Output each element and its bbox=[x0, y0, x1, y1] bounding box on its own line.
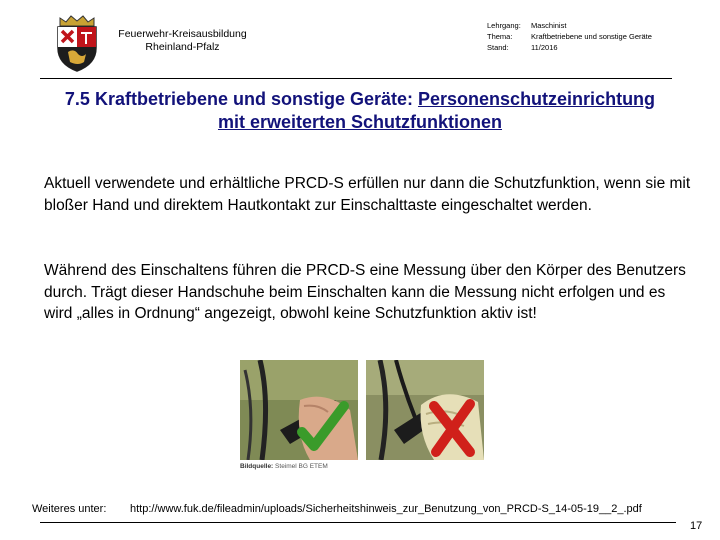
meta-key: Lehrgang: bbox=[487, 21, 521, 30]
footer-divider bbox=[40, 522, 676, 523]
paragraph-prcd-measurement: Während des Einschaltens führen die PRCD-S eine Messung über den Körper des Benutzers durch. Trägt dieser Handschuhe beim Einschalten kann die Messung nicht erfolgen und es wird „alles in Ordnung“ angezeigt, obwohl keine Schutzfunktion aktiv ist! bbox=[44, 262, 686, 322]
more-info-link[interactable]: http://www.fuk.de/fileadmin/uploads/Sicherheitshinweis_zur_Benutzung_von_PRCD-S_14-05-19__2_.pdf bbox=[130, 503, 642, 515]
slide-title bbox=[20, 88, 700, 134]
photo-gloved-hand-wrong bbox=[366, 360, 484, 460]
org-line-2: Rheinland-Pfalz bbox=[145, 41, 220, 53]
meta-value: Maschinist bbox=[531, 21, 567, 30]
paragraph-prcd-requirement: Aktuell verwendete und erhältliche PRCD-S erfüllen nur dann die Schutzfunktion, wenn sie mit bloßer Hand und direktem Hautkontakt zur Einschalttaste eingeschaltet werden. bbox=[44, 175, 691, 214]
meta-row-date bbox=[487, 42, 652, 53]
title-underlined-part-1: Personenschutzeinrichtung bbox=[418, 89, 656, 109]
meta-value: Kraftbetriebene und sonstige Geräte bbox=[531, 32, 652, 41]
meta-key: Stand: bbox=[487, 43, 509, 52]
more-info-label: Weiteres unter: bbox=[32, 503, 107, 515]
photo-bare-hand-correct bbox=[240, 360, 358, 460]
title-prefix: 7.5 Kraftbetriebene und sonstige Geräte: bbox=[64, 89, 419, 109]
credit-source: Steimel BG ETEM bbox=[275, 463, 328, 470]
title-underlined-part-2: mit erweiterten Schutzfunktionen bbox=[217, 112, 503, 132]
prcd-photo-comparison bbox=[240, 360, 484, 478]
rlp-coat-of-arms-logo bbox=[52, 14, 102, 72]
meta-row-topic bbox=[487, 31, 652, 42]
page-number: 17 bbox=[690, 520, 703, 532]
org-line-1: Feuerwehr-Kreisausbildung bbox=[118, 28, 247, 40]
organization-name bbox=[110, 28, 255, 54]
course-meta-block bbox=[487, 20, 652, 53]
meta-value: 11/2016 bbox=[531, 43, 558, 52]
image-credit bbox=[240, 463, 328, 470]
credit-label: Bildquelle: bbox=[240, 463, 274, 470]
meta-row-course bbox=[487, 20, 652, 31]
header-divider bbox=[40, 78, 672, 79]
meta-key: Thema: bbox=[487, 32, 513, 41]
